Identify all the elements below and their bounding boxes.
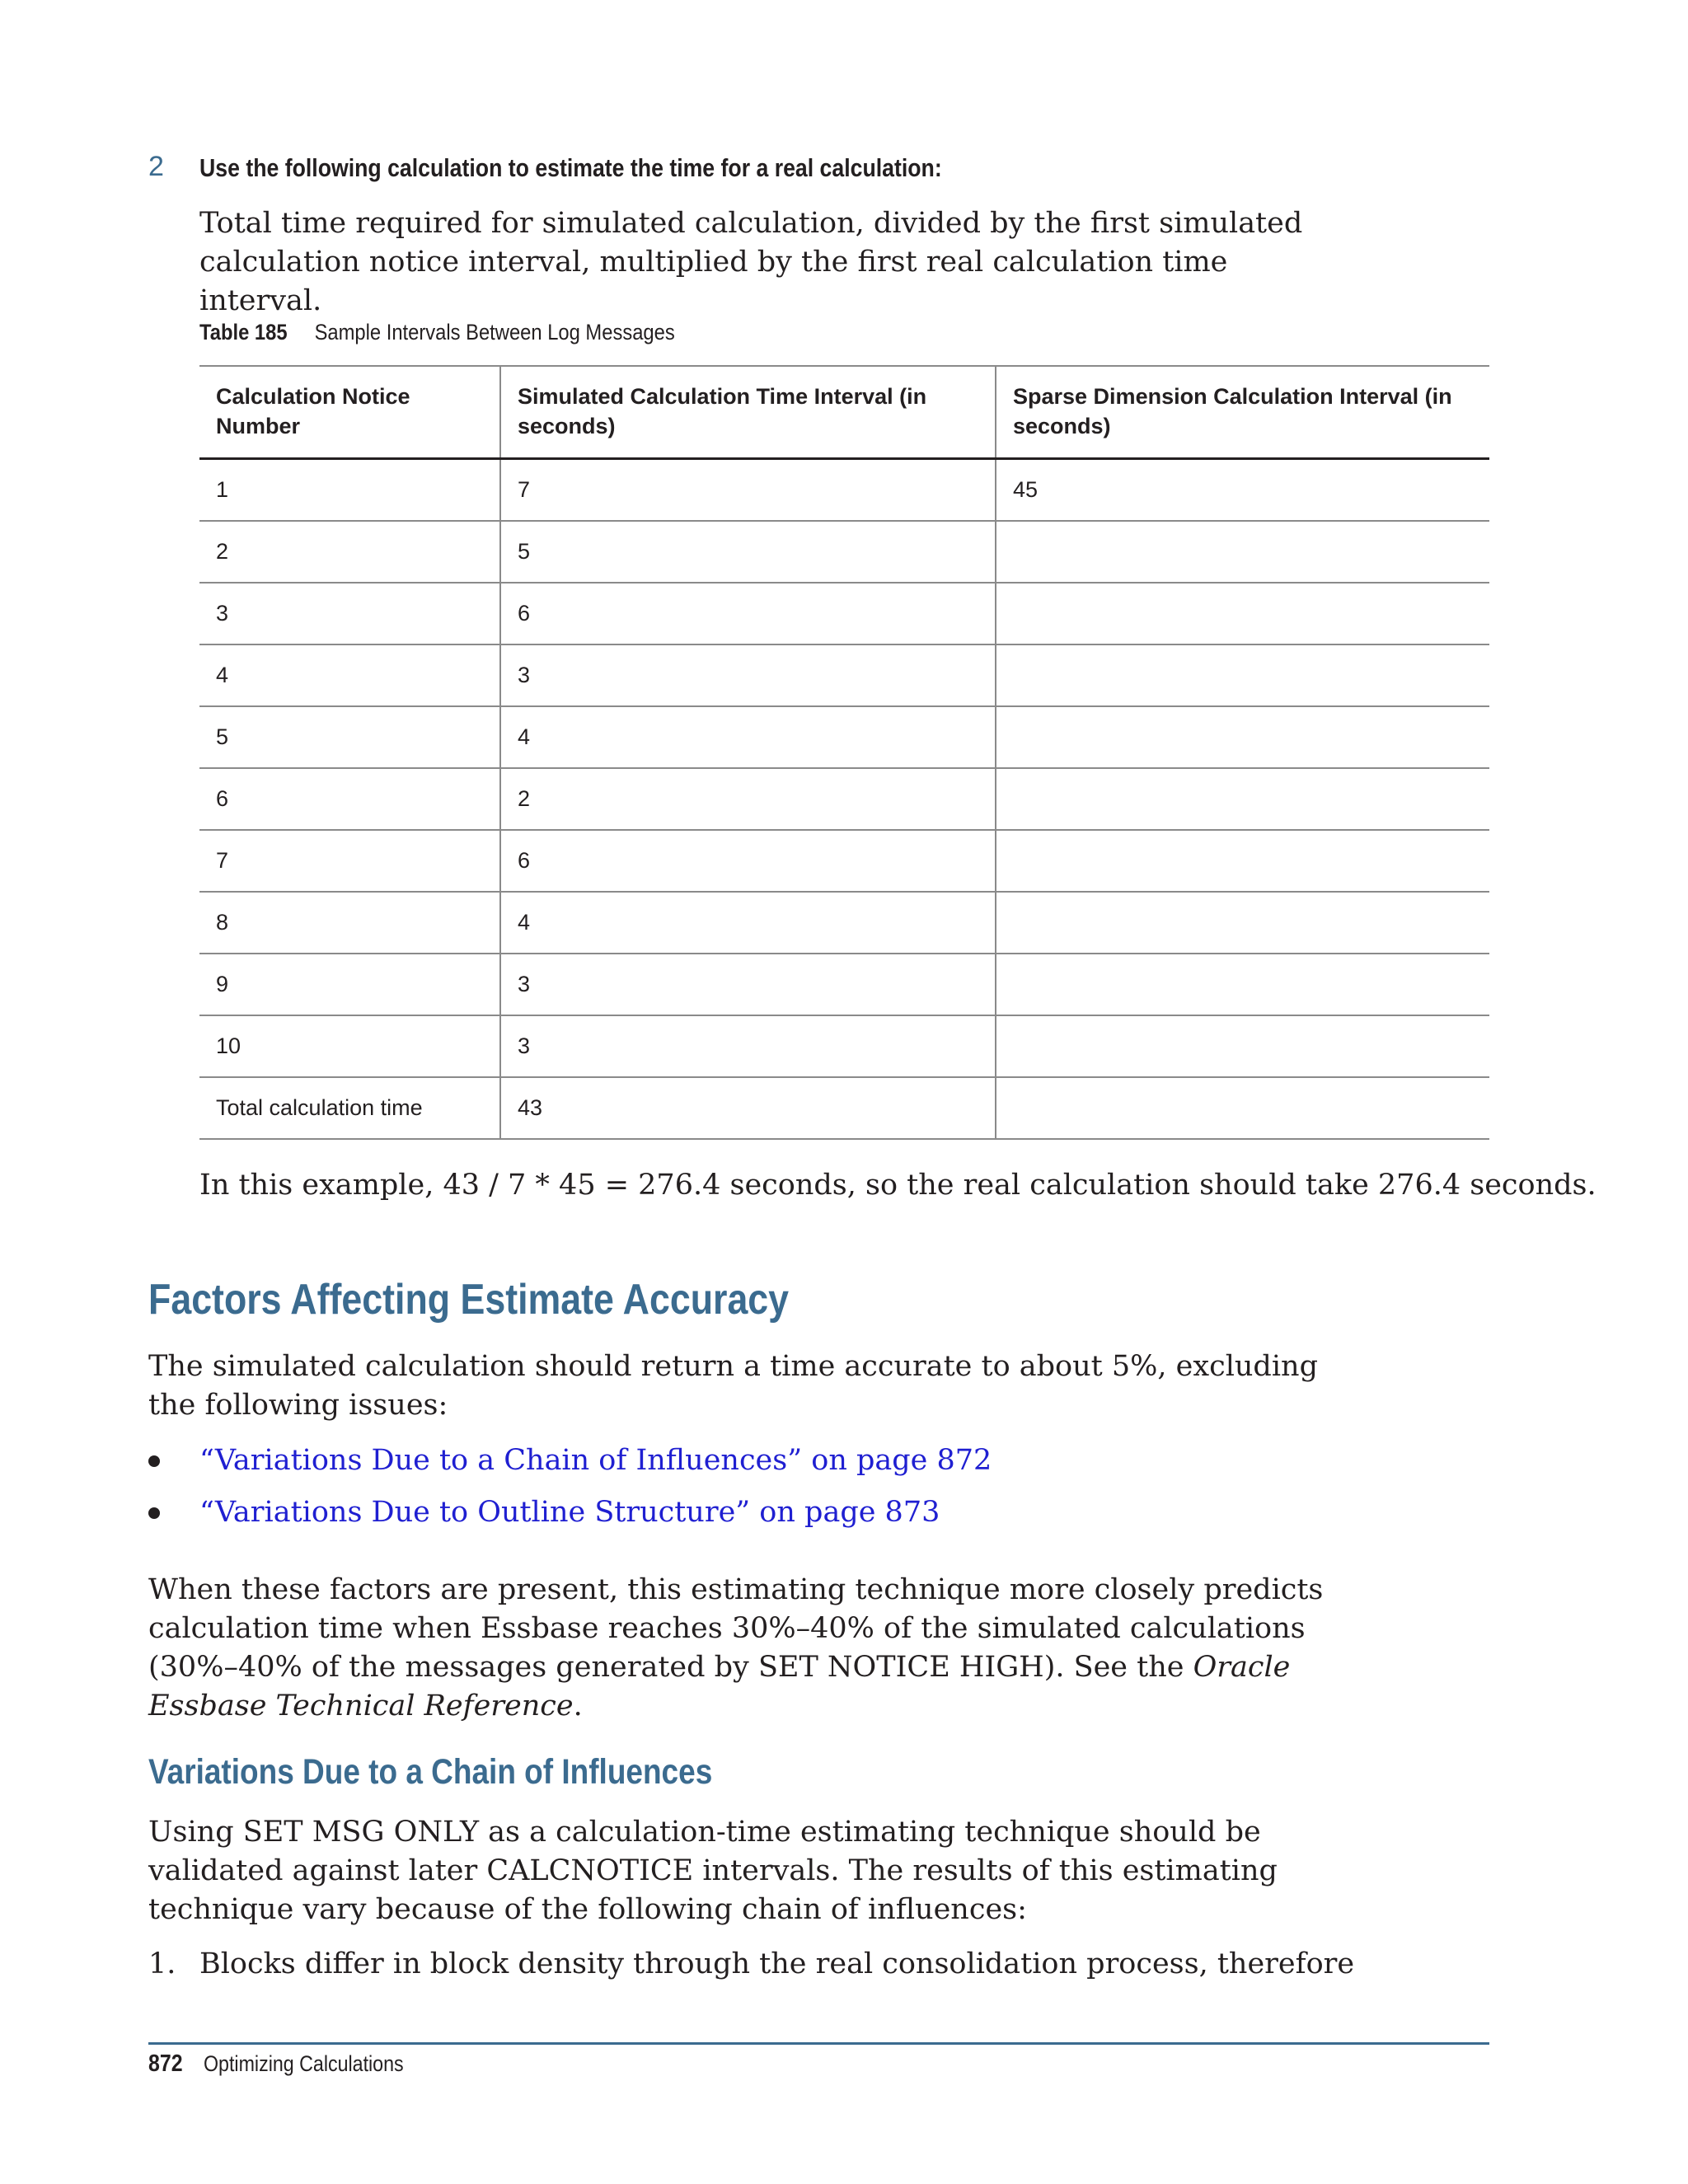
cell-sparse-interval (996, 521, 1489, 583)
section-heading: Factors Affecting Estimate Accuracy (148, 1276, 790, 1324)
cell-simulated-interval: 3 (500, 644, 996, 706)
cell-sparse-interval: 45 (996, 459, 1489, 522)
cell-sparse-interval (996, 1015, 1489, 1077)
cell-total-value: 43 (500, 1077, 996, 1139)
table-row (199, 1015, 1489, 1077)
cell-notice-number: 7 (199, 830, 500, 892)
header-sparse-interval: Sparse Dimension Calculation Interval (in seconds) (996, 366, 1489, 459)
cell-notice-number: 6 (199, 768, 500, 830)
cell-simulated-interval: 6 (500, 583, 996, 644)
cell-simulated-interval: 5 (500, 521, 996, 583)
table-row (199, 768, 1489, 830)
cell-sparse-interval (996, 892, 1489, 954)
cell-notice-number: 2 (199, 521, 500, 583)
cell-notice-number: 4 (199, 644, 500, 706)
section-intro: The simulated calculation should return a time accurate to about 5%, excluding the following issues: (148, 1350, 1318, 1422)
cell-simulated-interval: 3 (500, 954, 996, 1015)
cell-notice-number: 10 (199, 1015, 500, 1077)
cell-notice-number: 5 (199, 706, 500, 768)
list-item-number: 1. (148, 1947, 176, 1980)
cell-simulated-interval: 4 (500, 706, 996, 768)
factors-paragraph-text: When these factors are present, this estimating technique more closely predicts calculation time when Essbase reaches 30%–40% of the simulated calculations (30%–40% of the messages generated by SET NOTICE HIGH). See the (148, 1573, 1324, 1684)
cell-sparse-interval (996, 768, 1489, 830)
table-row-total (199, 1077, 1489, 1139)
header-simulated-interval: Simulated Calculation Time Interval (in seconds) (500, 366, 996, 459)
list-item-text: Blocks differ in block density through the real consolidation process, therefore (199, 1947, 1355, 1980)
cell-simulated-interval: 4 (500, 892, 996, 954)
table-row (199, 583, 1489, 644)
chapter-title: Optimizing Calculations (203, 2051, 404, 2076)
cell-total-label: Total calculation time (199, 1077, 500, 1139)
cell-sparse-interval (996, 644, 1489, 706)
cell-notice-number: 3 (199, 583, 500, 644)
bullet-icon (148, 1507, 160, 1519)
footer-rule (148, 2042, 1489, 2045)
bullet-icon (148, 1455, 160, 1467)
intervals-table (199, 365, 1489, 1140)
cell-sparse-interval (996, 954, 1489, 1015)
subsection-heading: Variations Due to a Chain of Influences (148, 1752, 713, 1792)
cell-notice-number: 9 (199, 954, 500, 1015)
table-row (199, 830, 1489, 892)
step-number: 2 (148, 151, 164, 182)
factors-paragraph-end: . (573, 1690, 583, 1722)
table-row (199, 892, 1489, 954)
cell-sparse-interval (996, 830, 1489, 892)
table-caption-number: Table 185 (199, 320, 288, 344)
reference-title: Oracle Essbase Technical Reference (148, 1651, 1291, 1722)
step-instruction: Use the following calculation to estimate the time for a real calculation: (199, 153, 942, 182)
cell-simulated-interval: 2 (500, 768, 996, 830)
cell-simulated-interval: 7 (500, 459, 996, 522)
page-number: 872 (148, 2050, 183, 2077)
table-row (199, 644, 1489, 706)
table-row (199, 706, 1489, 768)
cell-sparse-interval (996, 1077, 1489, 1139)
example-text: In this example, 43 / 7 * 45 = 276.4 seconds, so the real calculation should take 276.4 seconds. (199, 1169, 1597, 1202)
header-notice-number: Calculation Notice Number (199, 366, 500, 459)
cell-simulated-interval: 3 (500, 1015, 996, 1077)
link-chain-of-influences[interactable]: “Variations Due to a Chain of Influences” on page 872 (199, 1444, 992, 1477)
table-caption (199, 320, 675, 345)
subsection-paragraph: Using SET MSG ONLY as a calculation-time estimating technique should be validated against later CALCNOTICE intervals. The results of this estimating technique vary because of the following chain of influences: (148, 1816, 1278, 1926)
table-header-row (199, 366, 1489, 459)
cell-sparse-interval (996, 583, 1489, 644)
table-caption-title: Sample Intervals Between Log Messages (314, 320, 675, 344)
cell-sparse-interval (996, 706, 1489, 768)
cell-simulated-interval: 6 (500, 830, 996, 892)
table-row (199, 954, 1489, 1015)
table-row (199, 459, 1489, 522)
factors-paragraph (148, 1571, 1335, 1726)
page-footer (148, 2050, 404, 2078)
step-body: Total time required for simulated calculation, divided by the first simulated calculation notice interval, multiplied by the first real calculation time interval. (199, 207, 1303, 317)
cell-notice-number: 1 (199, 459, 500, 522)
link-outline-structure[interactable]: “Variations Due to Outline Structure” on page 873 (199, 1496, 940, 1529)
table-row (199, 521, 1489, 583)
cell-notice-number: 8 (199, 892, 500, 954)
